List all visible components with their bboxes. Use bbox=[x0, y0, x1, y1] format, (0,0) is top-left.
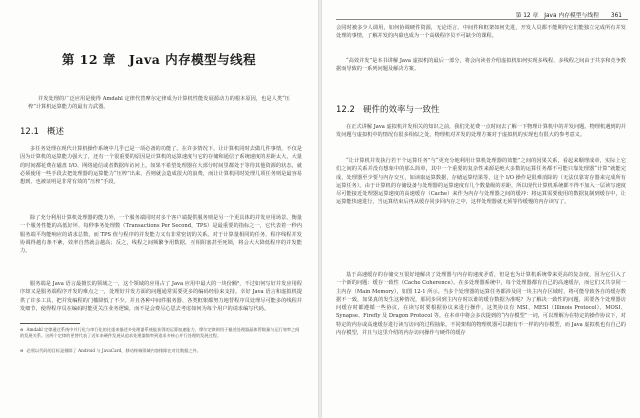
section-number: 12.2 bbox=[336, 105, 355, 115]
right-page bbox=[322, 0, 640, 418]
left-page bbox=[0, 0, 318, 418]
paragraph: “让计算机并发执行若干个运算任务”与“更充分地利用计算机处理器的效能”之间的因果关系，看起来顺理成章，实际上它们之间的关系并没有想象中的那么简单，其中一个重要的复杂性来源是绝大多数的运算任务都不可能只靠处理器“计算”就能完成，处理器至少要与内存交互，如读取运算数据、存储运算结果等，这个 I/O 操作是很难消除的（无法仅靠寄存器来完成所有运算任务）。由于计算机的存储设备与处理器的运算速度有几个数量级的差距，所以现代计算机系统都不得不加入一层读写速度尽可能接近处理器运算速度的高速缓存（Cache）来作为内存与处理器之间的缓冲：将运算需要使用的数据复制到缓存中，让运算能快速进行，当运算结束后再从缓存同步回内存之中，这样处理器就无须等待缓慢的内存读写了。 bbox=[336, 158, 626, 206]
footnote-marker: ⊖ bbox=[20, 348, 24, 353]
section-heading-12-1 bbox=[20, 125, 64, 137]
footnote-divider bbox=[20, 323, 80, 324]
section-heading-12-2 bbox=[336, 103, 439, 115]
footnote bbox=[20, 327, 302, 340]
header-rule bbox=[336, 19, 628, 20]
paragraph: “高效并发”是本书讲解 Java 虚拟机的最后一部分，将会向读者介绍虚拟机如何实现多线程、多线程之间由于共享和竞争数据而导致的一系列问题及解决方案。 bbox=[336, 58, 626, 73]
footnote-text: Amdahl 定律通过系统中并行化与串行化的比重来描述多处理器系统能获得的运算加速能力，摩尔定律则用于描述处理器晶体管数量与运行效率之间的发展关系。这两个定律的更替代表了近年来硬件发展从追求处理器频率到追求多核心并行处理的发展过程。 bbox=[20, 327, 300, 339]
running-head-chapter: 第 12 章 bbox=[515, 13, 539, 19]
paragraph: 服务端是 Java 语言最擅长的领域之一，这个领域的应用占了 Java 应用中最大的一块份额⁰，不过如何写好并发应用程序却又是服务端程序开发的难点之一，处理好并发方面的问题通常需要更多的编码经验来支持。幸好 Java 语言和虚拟机提供了许多工具，把并发编程的门槛降低了不少。并且各种中间件服务器、各类框架都努力地替程序员处理尽可能多的线程并发细节，使得程序员在编码时能更关注业务逻辑，而不是会费尽心思去考虑如何为每个用户的请求编写代码。 bbox=[20, 281, 302, 312]
chapter-title: 第 12 章 Java 内存模型与线程 bbox=[61, 52, 257, 67]
section-title: 概述 bbox=[46, 127, 64, 137]
paragraph: 除了充分利用计算机处理器的能力外，一个服务端同时对多个客户端提供服务则是另一个更具体的并发应用场景。衡量一个服务性能的高低好坏，每秒事务处理数（Transactions Per Second，TPS）是最重要的指标之一，它代表着一秒内服务端平均能响应的请求总数，而 TPS 值与程序的并发能力又有非常密切的关系。对于计算量相同的任务，程序线程并发协调得越有条不紊，效率自然就会越高；反之，线程之间频繁争用数据，互相阻塞甚至死锁，将会大大降低程序的并发能力。 bbox=[20, 215, 302, 255]
paragraph: 在正式讲解 Java 虚拟机并发相关的知识之前，我们先花费一点时间去了解一下物理计算机中的并发问题。物理机遇到的并发问题与虚拟机中的情况有很多相似之处，物理机对并发的处理方案对于虚拟机的实现也有很大的参考意义。 bbox=[336, 124, 626, 139]
section-number: 12.1 bbox=[20, 127, 39, 137]
footnote bbox=[20, 348, 302, 354]
paragraph: 会同时被多少人调用，如何协调硬件资源，无论语言、中间件和框架如何先进，开发人员都不能期待它们能独立完成所有并发处理的事情，了解并发的内幕也成为一个高级程序员不可缺少的课程。 bbox=[336, 25, 626, 40]
running-head-title: Java 内存模型与线程 bbox=[544, 13, 599, 19]
running-head bbox=[510, 10, 622, 19]
paragraph: 基于高速缓存的存储交互很好地解决了处理器与内存的速度矛盾，但是也为计算机系统带来更高的复杂度，因为它引入了一个新的问题：缓存一致性（Cache Coherence）。在多处理器系统中，每个处理器都有自己的高速缓存，而它们又共享同一主内存（Main Memory），如图 12-1 所示。当多个处理器的运算任务都涉及同一块主内存区域时，将可能导致各自的缓存数据不一致，如果真的发生这种情况，那同步回到主内存时以谁的缓存数据为准呢？为了解决一致性的问题，需要各个处理器访问缓存时都遵循一些协议，在读写时要根据协议来进行操作，这类协议有 MSI、MESI（Illinois Protocol）、MOSI、Synapse、Firefly 及 Dragon Protocol 等。在本章中将会多次提到的“内存模型”一词，可以理解为在特定的操作协议下，对特定的内存或高速缓存进行读写访问的过程抽象。不同架构的物理机器可以拥有不一样的内存模型，而 Java 虚拟机也有自己的内存模型，并且与这里介绍的内存访问操作与硬件的缓存 bbox=[336, 272, 626, 337]
footnote-text: 必须以代码的目标是排除了 Android 与 JavaCard，移动终端领域内容排除在对比数据之外。 bbox=[26, 348, 201, 353]
paragraph: 多任务处理在现代计算机操作系统中几乎已是一项必备的功能了。在许多情况下，让计算机同时去做几件事情，不仅是因为计算机的运算能力强大了，还有一个很重要的原因是计算机的运算速度与它的存储和通信子系统速度的差距太大，大量的时间都花费在磁盘 I/O、网络通信或者数据库访问上。如果不希望处理器在大部分时间里都处于等待其他资源的状态，就必须使用一些手段去把处理器的运算能力“压榨”出来，否则就会造成很大的浪费，而让计算机同时处理几项任务则是最容易想到、也被证明是非常有效的“压榨”手段。 bbox=[20, 146, 302, 186]
footnote-marker: ⊖ bbox=[20, 327, 24, 332]
page-number: 361 bbox=[610, 13, 622, 19]
section-title: 硬件的效率与一致性 bbox=[362, 105, 440, 115]
chapter-epigraph: 并发处理的广泛应用是使得 Amdahl 定律代替摩尔定律成为计算机性能发展源动力的根本原因，也是人类“压榨”计算机运算能力的最有力武器。 bbox=[28, 96, 290, 111]
